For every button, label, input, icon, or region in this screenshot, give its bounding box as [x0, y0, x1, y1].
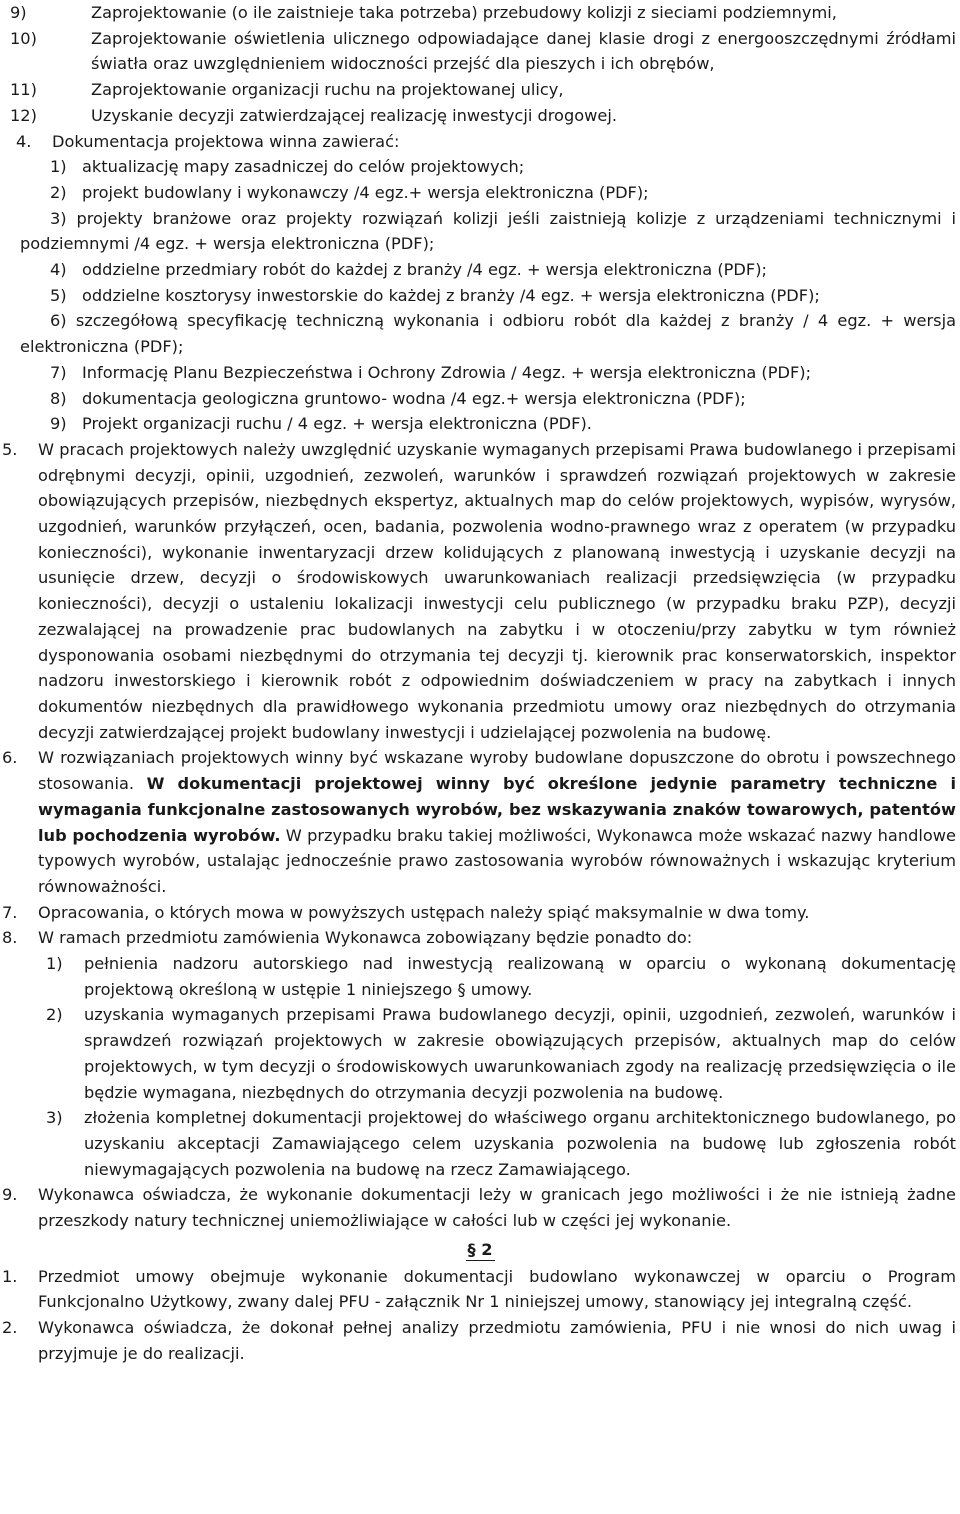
paragraph-7: [2, 900, 956, 926]
section-title: [0, 1236, 960, 1264]
item-text: projekt budowlany i wykonawczy /4 egz.+ wersja elektroniczna (PDF);: [82, 182, 649, 202]
item-text: złożenia kompletnej dokumentacji projektowej do właściwego organu architektonicznego budowlanego, po uzyskaniu akceptacji Zamawiającego celem uzyskania pozwolenia na budowę lub zgłoszenia robót niewymagających pozwolenia na budowę na rzecz Zamawiającego.: [84, 1108, 956, 1179]
paragraph-5: [2, 437, 956, 745]
paragraph-text: W przypadku braku takiej możliwości, Wykonawca może wskazać nazwy handlowe typowych wyrobów, ustalając jednocześnie prawo zastosowania wyrobów równoważnych i wskazując kryterium równoważności.: [38, 825, 956, 896]
paragraph-text: W ramach przedmiotu zamówienia Wykonawca zobowiązany będzie ponadto do:: [38, 928, 693, 948]
item-number: 12): [10, 105, 37, 125]
list-part-a: [0, 0, 960, 129]
list-item: [10, 103, 956, 129]
paragraph-6: [2, 745, 956, 899]
list-item: [10, 77, 956, 103]
paragraph-number: 7.: [2, 902, 18, 922]
item-number: 8): [50, 388, 67, 408]
item-text: dokumentacja geologiczna gruntowo- wodna /4 egz.+ wersja elektroniczna (PDF);: [82, 388, 746, 408]
item-text: Zaprojektowanie organizacji ruchu na projektowanej ulicy,: [91, 80, 564, 100]
paragraph-text: Przedmiot umowy obejmuje wykonanie dokumentacji budowlano wykonawczej w oparciu o Program Funkcjonalno Użytkowy, zwany dalej PFU - załącznik Nr 1 niniejszej umowy, stanowiący jej integralną część.: [38, 1266, 956, 1312]
list-item: [50, 411, 956, 437]
item-text: Uzyskanie decyzji zatwierdzającej realizację inwestycji drogowej.: [91, 105, 617, 125]
item-number: 3): [46, 1108, 63, 1128]
list-item: [20, 308, 956, 359]
item-number: 9): [10, 3, 27, 22]
paragraph-text: W pracach projektowych należy uwzględnić uzyskanie wymaganych przepisami Prawa budowlanego i przepisami odrębnymi decyzji, opinii, uzgodnień, zezwoleń, warunków i sprawdzeń rozwiązań projektowych w zakresie obowiązujących przepisów, niezbędnych ekspertyz, aktualnych map do celów projektowych, wypisów, wyrysów, uzgodnień, warunków przyłączeń, ocen, badania, pozwolenia wodno-prawnego wraz z operatem (w przypadku konieczności), wykonanie inwentaryzacji drzew kolidujących z planowaną inwestycją i uzyskanie decyzji na usunięcie drzew, decyzji o środowiskowych uwarunkowaniach realizacji przedsięwzięcia (w przypadku konieczności), decyzji o ustaleniu lokalizacji inwestycji celu publicznego (w przypadku braku PZP), decyzji zezwalającej na prowadzenie prac budowlanych na zabytku i w otoczeniu/przy zabytku w tym również dysponowania osobami niezbędnymi do otrzymania tej decyzji tj. kierownik prac konserwatorskich, inspektor nadzoru inwestorskiego i kierownik robót z odpowiednim doświadczeniem w pracy na zabytkach i innych dokumentów niezbędnych dla prawidłowego wykonania przedmiotu umowy oraz niezbędnych do otrzymania decyzji zatwierdzającej projekt budowlany inwestycji i udzielającej pozwolenia na budowę.: [38, 439, 956, 742]
item-text: projekty branżowe oraz projekty rozwiązań kolizji jeśli zaistnieją kolizje z urządzeniami technicznymi i podziemnymi /4 egz. + wersja elektroniczna (PDF);: [20, 208, 956, 254]
paragraph-text: Wykonawca oświadcza, że wykonanie dokumentacji leży w granicach jego możliwości i że nie istnieją żadne przeszkody natury technicznej uniemożliwiające w całości lub w części jej wykonanie.: [38, 1185, 956, 1231]
list-item: [50, 257, 956, 283]
item-text: Projekt organizacji ruchu / 4 egz. + wersja elektroniczna (PDF).: [82, 414, 592, 434]
item-number: 11): [10, 80, 37, 100]
paragraph-heading: [2, 925, 956, 951]
item-number: 1): [50, 157, 67, 177]
paragraph-number: 8.: [2, 928, 18, 948]
paragraph-number: 1.: [2, 1266, 18, 1286]
list-item: [46, 1105, 956, 1182]
item-text: Zaprojektowanie oświetlenia ulicznego odpowiadające danej klasie drogi z energooszczędnymi źródłami światła oraz uwzględnieniem widoczności przejść dla pieszych i ich obrębów,: [91, 28, 956, 74]
item-number: 9): [50, 414, 67, 434]
item-number: 2): [46, 1005, 63, 1025]
item-text: pełnienia nadzoru autorskiego nad inwestycją realizowaną w oparciu o wykonaną dokumentację projektową określoną w ustępie 1 niniejszego § umowy.: [84, 954, 956, 999]
paragraph-text: Wykonawca oświadcza, że dokonał pełnej analizy przedmiotu zamówienia, PFU i nie wnosi do nich uwag i przyjmuje je do realizacji.: [38, 1318, 956, 1363]
item-number: 6): [50, 311, 67, 331]
item-text: Zaprojektowanie (o ile zaistnieje taka potrzeba) przebudowy kolizji z sieciami podziemnymi,: [91, 3, 837, 22]
paragraph-4: [0, 129, 960, 437]
paragraph-9: [2, 1182, 956, 1233]
item-number: 4): [50, 260, 67, 280]
item-number: 10): [10, 28, 37, 48]
item-number: 1): [46, 954, 63, 974]
item-text: oddzielne kosztorysy inwestorskie do każdej z branży /4 egz. + wersja elektroniczna (PDF);: [82, 285, 820, 305]
paragraph-number: 5.: [2, 439, 18, 459]
paragraph-text: Opracowania, o których mowa w powyższych ustępach należy spiąć maksymalnie w dwa tomy.: [38, 902, 810, 922]
item-number: 2): [50, 182, 67, 202]
paragraph-text-emphasis: W dokumentacji projektowej winny być określone jedynie parametry techniczne i wymagania funkcjonalne zastosowanych wyrobów, bez wskazywania znaków towarowych, patentów lub pochodzenia wyrobów.: [38, 774, 956, 845]
list-item: [50, 180, 956, 206]
paragraph-heading: [16, 129, 956, 155]
list-item: [2, 1264, 956, 1315]
paragraph-number: 9.: [2, 1185, 18, 1205]
paragraph-text: W rozwiązaniach projektowych winny być wskazane wyroby budowlane dopuszczone do obrotu i powszechnego stosowania.: [38, 748, 956, 794]
list-item: [10, 26, 956, 77]
paragraph-text: Dokumentacja projektowa winna zawierać:: [52, 131, 400, 151]
list-item: [50, 360, 956, 386]
list-item: [46, 951, 956, 1002]
list-item: [10, 0, 956, 26]
item-text: aktualizację mapy zasadniczej do celów projektowych;: [82, 157, 525, 177]
list-item: [50, 283, 956, 309]
list-item: [20, 206, 956, 257]
item-text: Informację Planu Bezpieczeństwa i Ochrony Zdrowia / 4egz. + wersja elektroniczna (PDF);: [82, 362, 812, 382]
list-item: [50, 154, 956, 180]
paragraph-number: 6.: [2, 748, 18, 768]
section-heading: § 2: [467, 1239, 493, 1259]
paragraph-number: 2.: [2, 1318, 18, 1338]
list-item: [46, 1002, 956, 1105]
list-item: [2, 1315, 956, 1366]
item-text: oddzielne przedmiary robót do każdej z branży /4 egz. + wersja elektroniczna (PDF);: [82, 260, 767, 280]
item-number: 7): [50, 362, 67, 382]
list-item: [50, 386, 956, 412]
item-number: 5): [50, 285, 67, 305]
item-number: 3): [50, 208, 67, 228]
paragraph-8: [0, 925, 960, 1182]
item-text: szczegółową specyfikację techniczną wykonania i odbioru robót dla każdej z branży / 4 egz. + wersja elektroniczna (PDF);: [20, 311, 956, 357]
paragraph-number: 4.: [16, 131, 32, 151]
item-text: uzyskania wymaganych przepisami Prawa budowlanego decyzji, opinii, uzgodnień, zezwoleń, warunków i sprawdzeń rozwiązań projektowych w zakresie obowiązujących przepisów, aktualnych map do celów projektowych, w tym decyzji o środowiskowych uwarunkowaniach zgody na realizację przedsięwzięcia o ile będzie wymagana, niezbędnych do otrzymania decyzji pozwolenia na budowę.: [84, 1005, 956, 1102]
